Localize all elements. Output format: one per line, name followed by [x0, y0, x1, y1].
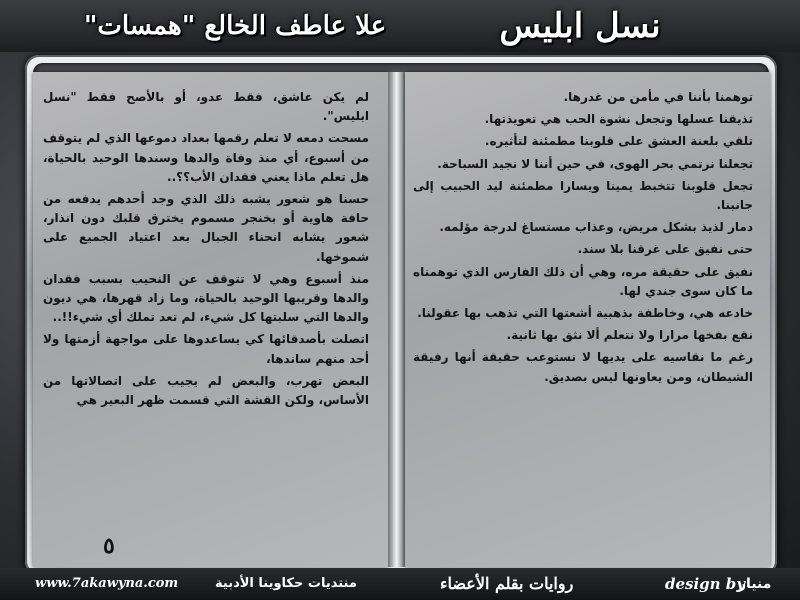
paragraph: تجعل قلوبنا تتخبط يمينا ويسارا مطمئنة ليد الحبيب إلى جانبنا.: [413, 178, 753, 213]
paragraph: اتصلت بأصدقائها كي يساعدوها على مواجهة أزمتها ولا أحد منهم ساندها،: [43, 332, 369, 366]
paragraph: دمار لذيذ بشكل مريض، وعذاب مستساغ لدرجة مؤلمه.: [439, 220, 753, 235]
paragraph: البعض تهرب، والبعض لم يجيب على اتصالاتها من الأساس، ولكن القشة التي قسمت ظهر البعير هي: [43, 373, 369, 408]
site-url-link[interactable]: www.7akawyna.com: [35, 576, 179, 591]
paragraph: نفيق على حقيقة مره، وهي أن ذلك الفارس الذي توهمناه ما كان سوى جندي لها.: [413, 264, 753, 298]
header-bar: [0, 0, 800, 52]
paragraph: توهمنا بأننا في مأمن من غدرها.: [563, 90, 753, 104]
paragraph: خادعه هي، وخاطفة بذهبية أشعتها التي تذهب بها عقولنا.: [417, 306, 753, 321]
book-spine: [388, 72, 405, 567]
paragraph: مسحت دمعه لا تعلم رقمها بعداد دموعها الذي لم يتوقف من أسبوع، أي منذ وفاة والدها وسندها الوحيد بالحياة، هل تعلم ماذا يعني فقدان الأب؟؟..: [43, 131, 369, 184]
design-credit-label: design by: [665, 575, 745, 593]
novel-title: نسل ابليس: [499, 6, 661, 46]
left-page: [33, 72, 388, 567]
footer-bar: [0, 568, 800, 600]
forum-name: منتديات حكاوينا الأدبية: [215, 576, 357, 591]
right-page: [405, 72, 770, 567]
author-title: "علا عاطف الخالع "همسات: [83, 11, 387, 41]
paragraph: تلقي بلعنة العشق على قلوبنا مطمئنة لتأثيره.: [484, 134, 753, 149]
paragraph: رغم ما نقاسيه على يديها لا نستوعب حقيقة أنها رفيقة الشيطان، ومن يعاونها ليس بصديق.: [413, 350, 753, 384]
left-page-text: [43, 88, 369, 413]
paragraph: تذيقنا عسلها وتجعل نشوة الحب هي تعويذتها.: [484, 112, 753, 127]
right-page-text: [413, 88, 753, 390]
paragraph: نقع بفخها مرارا ولا نتعلم ألا نثق بها ثانية.: [506, 328, 753, 343]
paragraph: منذ أسبوع وهي لا تتوقف عن النحيب بسبب فقدان والدها وقريبها الوحيد بالحياة، وما زاد قهرها، هي ديون والدها التي سلبتها كل شيء، لم تعد تملك أي شيء!!..: [43, 271, 369, 325]
paragraph: تجعلنا نرتمي بحر الهوى، في حين أننا لا نجيد السباحة.: [437, 156, 753, 171]
paragraph: لم يكن عاشق، فقط عدو، أو بالأصح فقط "نسل ابليس".: [43, 90, 369, 124]
section-name: روايات بقلم الأعضاء: [440, 574, 574, 593]
page-number: ٥: [103, 533, 115, 559]
paragraph: حسنا هو شعور يشبه ذلك الذي وجد أحدهم يدفعه من حافة هاوية أو بخنجر مسموم يخترق قلبك دون انذار، شعور يشابه انحناء الجبال بعد اعتياد الجميع على شموخها.: [43, 192, 369, 264]
designer-name: منيار: [738, 576, 772, 592]
paragraph: حتى نفيق على غرقنا بلا سند.: [577, 242, 753, 257]
